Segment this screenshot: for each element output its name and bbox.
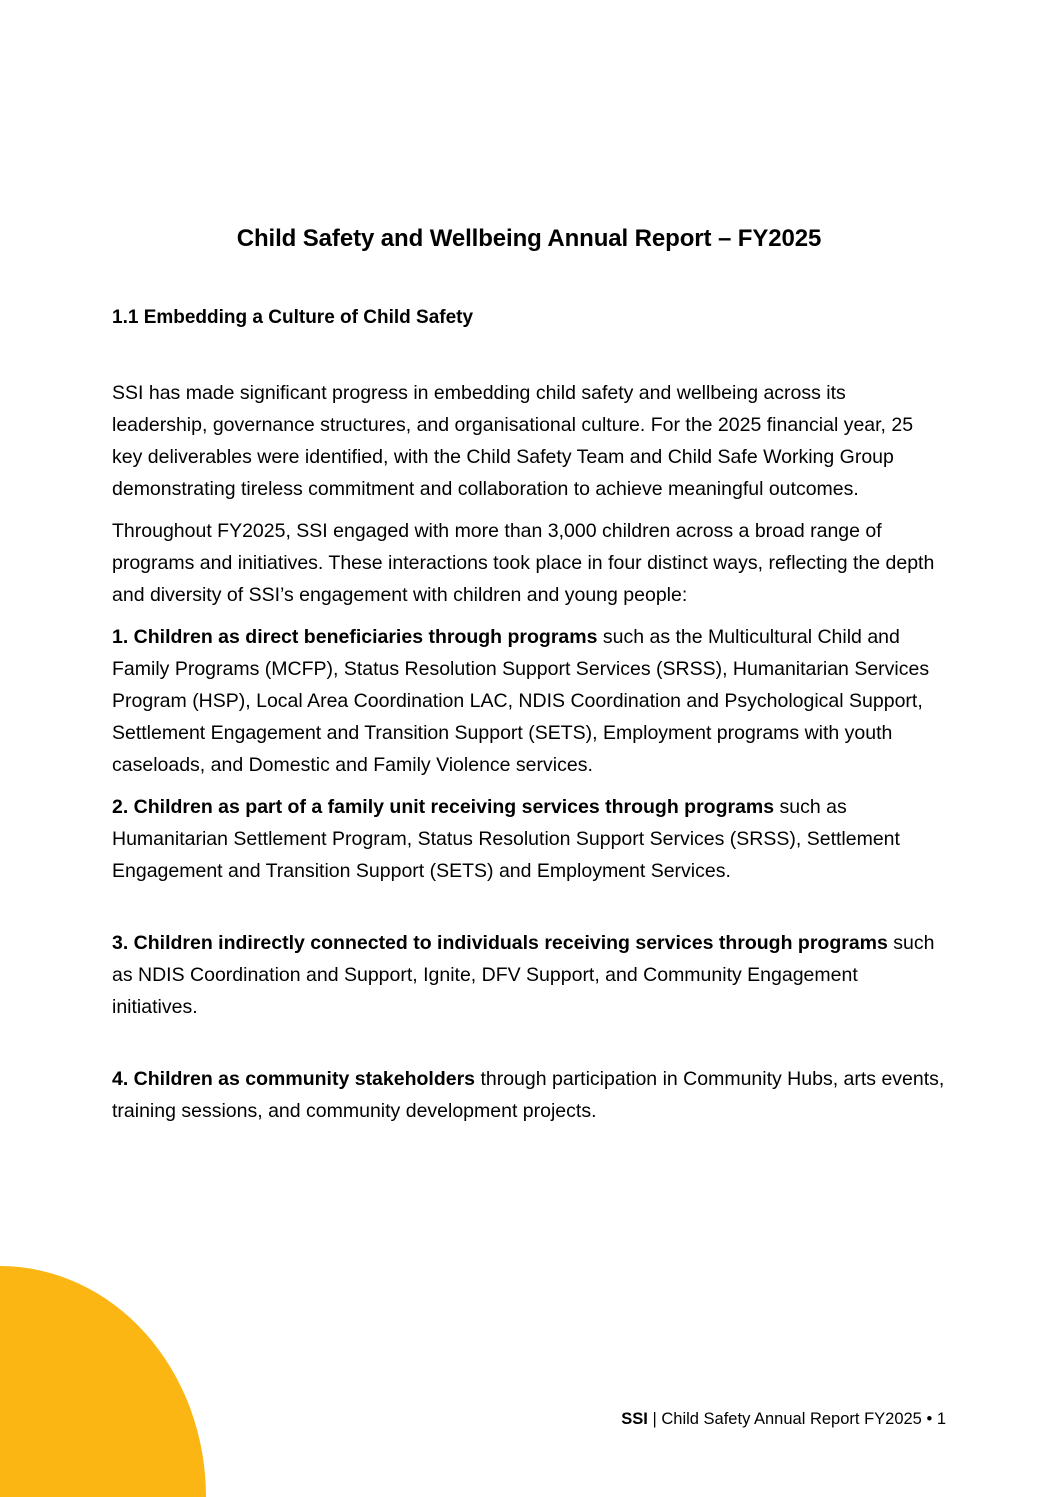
section-heading-1-1: 1.1 Embedding a Culture of Child Safety — [112, 307, 474, 328]
numbered-item-1-rest: such as the Multicultural Child and Family Programs (MCFP), Status Resolution Support Services (SRSS), Humanitarian Services Program (HSP), Local Area Coordination LAC, NDIS Coordination and Psychological Support, Settlement Engagement and Transition Support (SETS), Employment programs with youth caseloads, and Domestic and Family Violence services. — [112, 625, 930, 776]
spacer — [112, 1023, 946, 1063]
document-content — [112, 0, 946, 1127]
paragraph-intro-engagement: Throughout FY2025, SSI engaged with more than 3,000 children across a broad range of programs and initiatives. These interactions took place in four distinct ways, reflecting the depth and diversity of SSI’s engagement with children and young people: — [112, 519, 935, 606]
numbered-item-3-lead: 3. Children indirectly connected to individuals receiving services through programs — [112, 931, 888, 954]
numbered-item-4-rest: through participation in Community Hubs, arts events, training sessions, and community development projects. — [112, 1067, 945, 1122]
spacer — [112, 611, 946, 621]
footer-bullet: • — [921, 1410, 937, 1428]
spacer — [112, 781, 946, 791]
decorative-quarter-circle-icon — [0, 1266, 206, 1497]
numbered-item-2 — [112, 791, 946, 887]
numbered-item-4 — [112, 1063, 946, 1127]
numbered-item-1 — [112, 621, 946, 781]
footer-brand: SSI — [621, 1410, 648, 1428]
numbered-item-3-rest: such as NDIS Coordination and Support, Ignite, DFV Support, and Community Engagement initiatives. — [112, 931, 935, 1018]
paragraph-intro-progress: SSI has made significant progress in embedding child safety and wellbeing across its leadership, governance structures, and organisational culture. For the 2025 financial year, 25 key deliverables were identified, with the Child Safety Team and Child Safe Working Group demonstrating tireless commitment and collaboration to achieve meaningful outcomes. — [112, 381, 914, 500]
numbered-item-2-lead: 2. Children as part of a family unit receiving services through programs — [112, 795, 775, 818]
spacer — [112, 331, 946, 377]
numbered-item-1-lead: 1. Children as direct beneficiaries through programs — [112, 625, 598, 648]
footer-page-number: 1 — [936, 1410, 946, 1428]
page-footer — [112, 1408, 946, 1430]
spacer — [112, 887, 946, 927]
page-title: Child Safety and Wellbeing Annual Report – FY2025 — [236, 225, 822, 252]
spacer — [112, 505, 946, 515]
body-text — [112, 377, 946, 1127]
numbered-item-4-lead: 4. Children as community stakeholders — [112, 1067, 476, 1090]
footer-text: Child Safety Annual Report FY2025 — [661, 1410, 922, 1428]
numbered-item-2-rest: such as Humanitarian Settlement Program, Status Resolution Support Services (SRSS), Settlement Engagement and Transition Support (SETS) and Employment Services. — [112, 795, 900, 882]
numbered-item-3 — [112, 927, 946, 1023]
footer-separator: | — [647, 1410, 662, 1428]
